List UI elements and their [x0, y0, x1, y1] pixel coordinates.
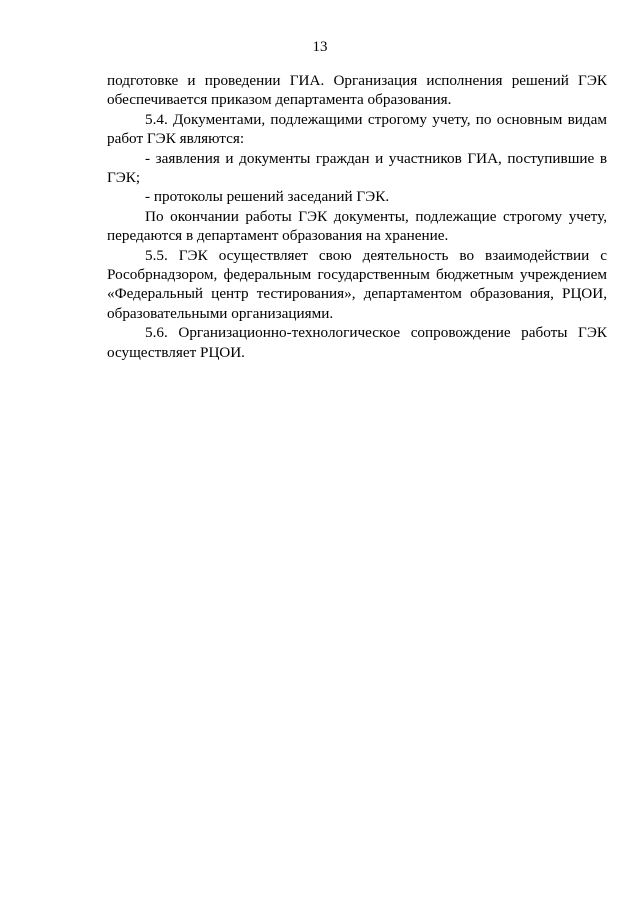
- paragraph-storage: По окончании работы ГЭК документы, подлежащие строгому учету, передаются в департамент образования на хранение.: [107, 207, 607, 245]
- list-item-protocols: - протоколы решений заседаний ГЭК.: [145, 188, 390, 206]
- list-item-applications: - заявления и документы граждан и участников ГИА, поступившие в ГЭК;: [107, 149, 607, 187]
- document-body: [107, 71, 607, 362]
- paragraph-5-4: 5.4. Документами, подлежащими строгому учету, по основным видам работ ГЭК являются:: [107, 110, 607, 148]
- paragraph-5-6: 5.6. Организационно-технологическое сопровождение работы ГЭК осуществляет РЦОИ.: [107, 324, 607, 361]
- page-number: 13: [312, 39, 328, 55]
- paragraph-5-5: 5.5. ГЭК осуществляет свою деятельность во взаимодействии с Рособрнадзором, федеральным государственным бюджетным учреждением «Федеральный центр тестирования», департаментом образования, РЦОИ, образовательными организациями.: [107, 246, 607, 322]
- paragraph-continuation: подготовке и проведении ГИА. Организация исполнения решений ГЭК обеспечивается приказом департамента образования.: [107, 72, 607, 109]
